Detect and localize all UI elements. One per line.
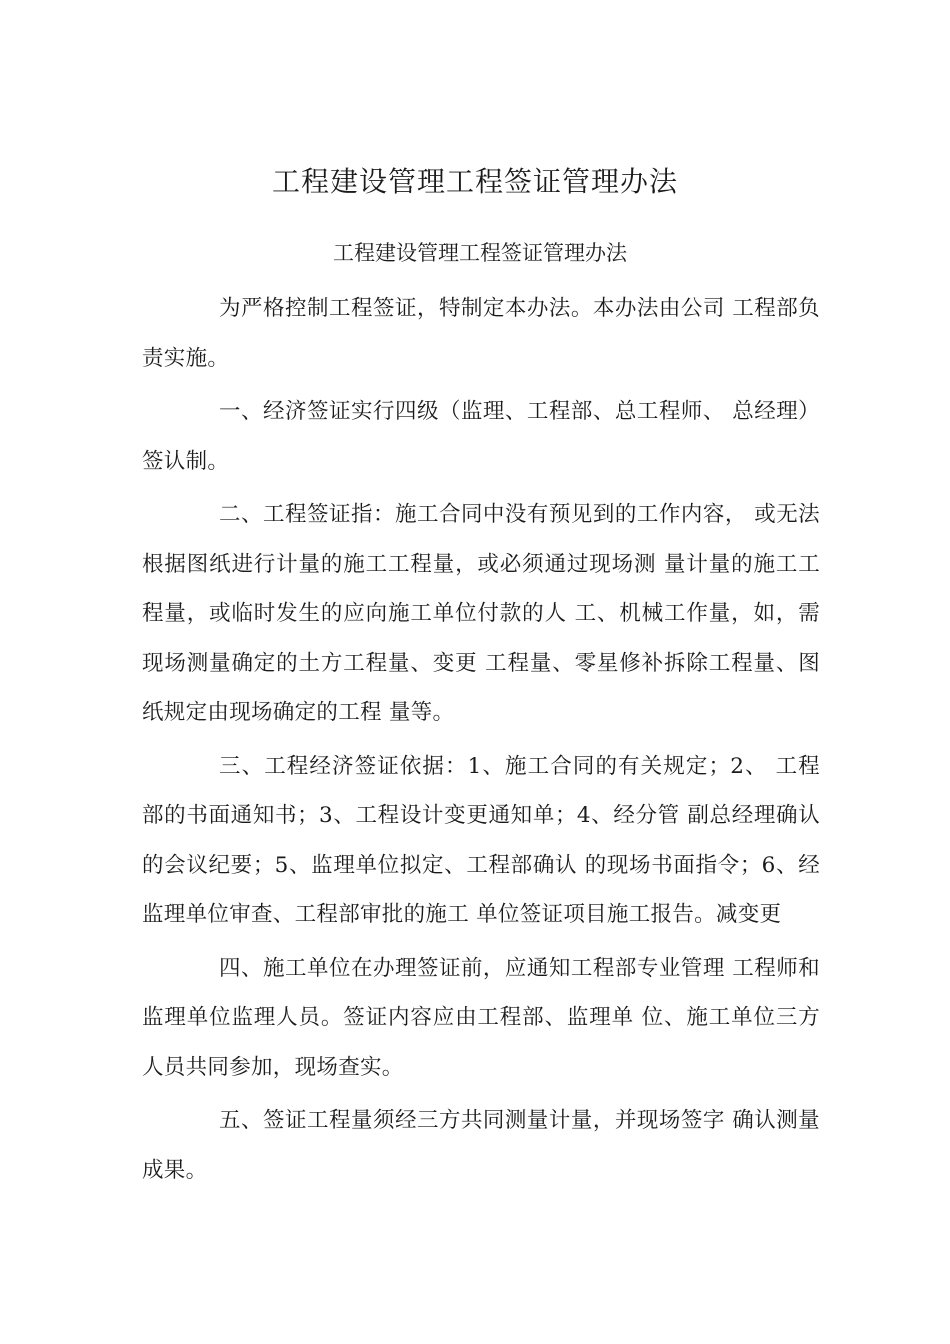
document-title: 工程建设管理工程签证管理办法 xyxy=(271,165,678,198)
paragraph-clause-1: 一、经济签证实行四级（监理、工程部、总工程师、 总经理）签认制。 xyxy=(142,399,820,474)
paragraph-clause-5: 五、签证工程量须经三方共同测量计量，并现场签字 确认测量成果。 xyxy=(142,1108,820,1183)
document-subtitle: 工程建设管理工程签证管理办法 xyxy=(333,241,627,265)
document-body xyxy=(142,284,820,1199)
paragraph-clause-3: 三、工程经济签证依据：1、施工合同的有关规定；2、 工程部的书面通知书；3、工程设计变更通知单；4、经分管 副总经理确认的会议纪要；5、监理单位拟定、工程部确认 的现场书面指令；6、经监理单位审查、工程部审批的施工 单位签证项目施工报告。减变更 xyxy=(142,753,820,927)
paragraph-clause-2: 二、工程签证指：施工合同中没有预见到的工作内容， 或无法根据图纸进行计量的施工工程量，或必须通过现场测 量计量的施工工程量，或临时发生的应向施工单位付款的人 工、机械工作量，如，需现场测量确定的土方工程量、变更 工程量、零星修补拆除工程量、图纸规定由现场确定的工程 量等。 xyxy=(142,502,820,725)
paragraph-intro: 为严格控制工程签证，特制定本办法。本办法由公司 工程部负责实施。 xyxy=(142,296,820,371)
paragraph-clause-4: 四、施工单位在办理签证前，应通知工程部专业管理 工程师和监理单位监理人员。签证内容应由工程部、监理单 位、施工单位三方人员共同参加，现场查实。 xyxy=(142,955,820,1080)
